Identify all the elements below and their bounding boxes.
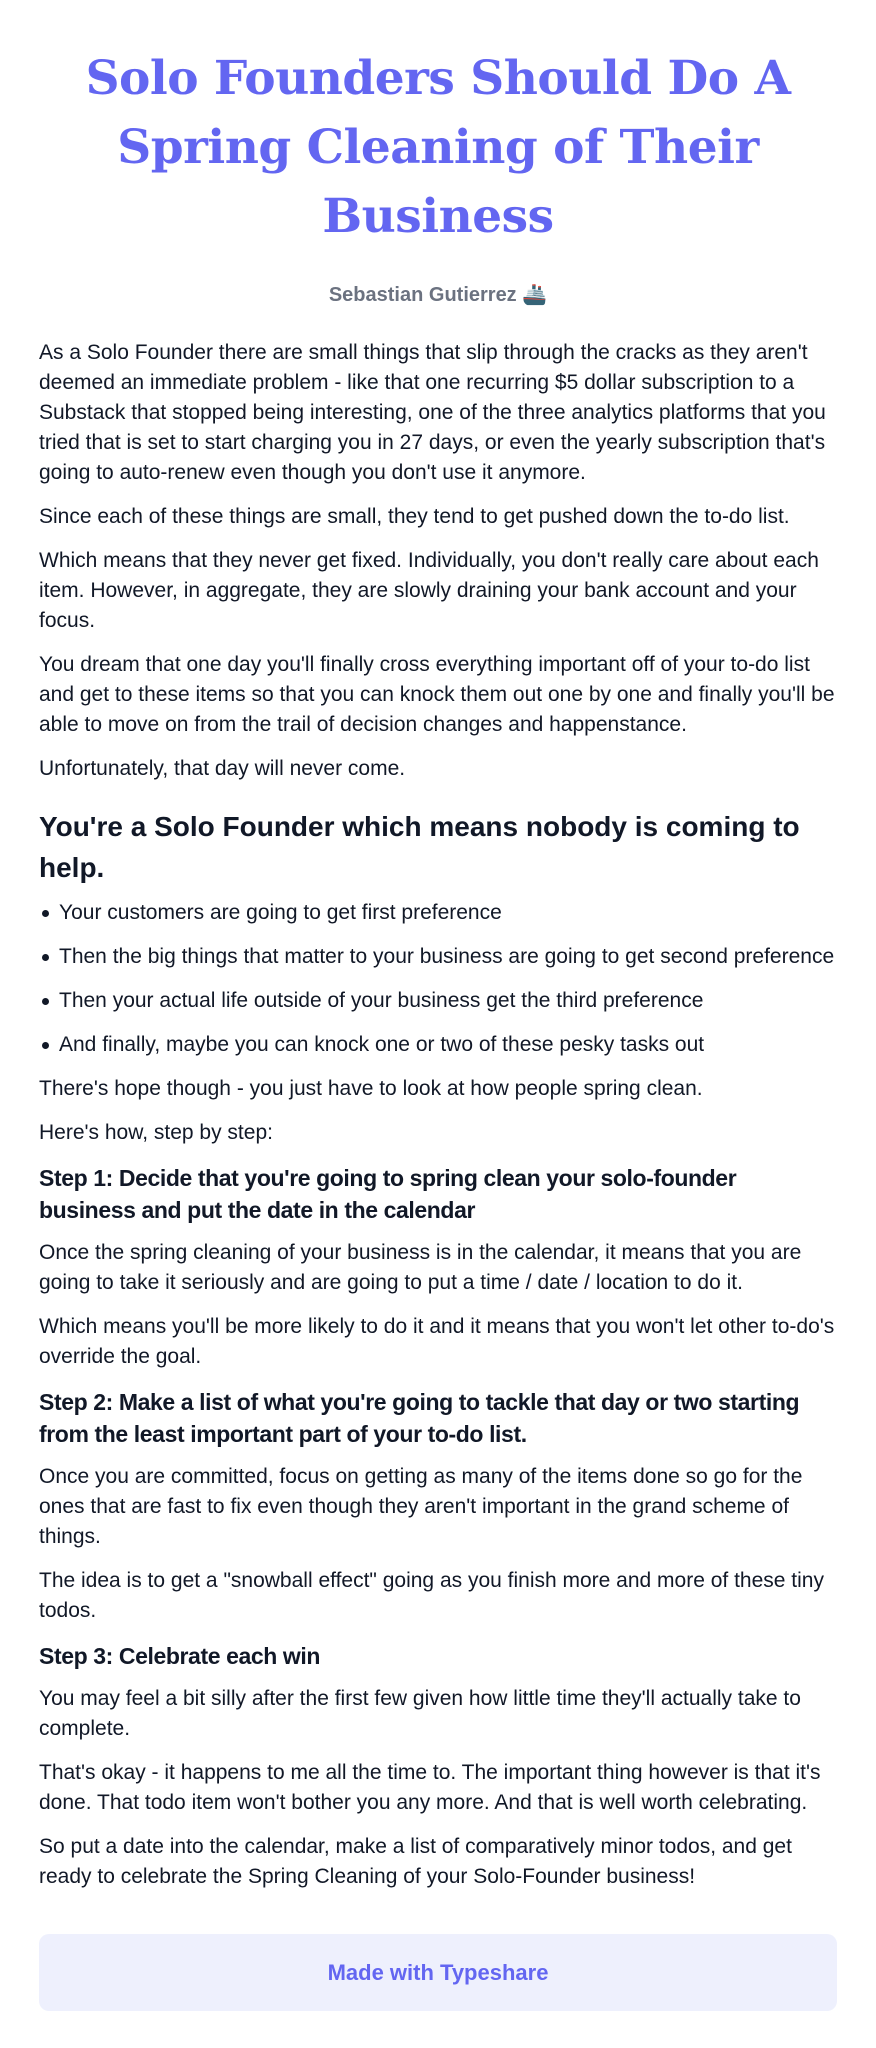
- section-heading: You're a Solo Founder which means nobody is coming to help.: [39, 811, 800, 883]
- list-item: [59, 898, 837, 928]
- intro-paragraph: You dream that one day you'll finally cross everything important off of your to-do list and get to these items so that you can knock them out one by one and finally you'll be able to move on from the trail of decision changes and happenstance.: [39, 653, 835, 736]
- list-item-text: Then your actual life outside of your business get the third preference: [59, 989, 704, 1012]
- author-name: Sebastian Gutierrez: [328, 284, 517, 306]
- intro-paragraph: As a Solo Founder there are small things that slip through the cracks as they aren't deemed an immediate problem - like that one recurring $5 dollar subscription to a Substack that stopped being interesting, one of the three analytics platforms that you tried that is set to start charging you in 27 days, or even the yearly subscription that's going to auto-renew even though you don't use it anymore.: [39, 341, 826, 484]
- step-3-heading: Step 3: Celebrate each win: [39, 1643, 321, 1669]
- priority-list: [39, 898, 837, 1060]
- author-byline: [39, 281, 837, 309]
- article-title: Solo Founders Should Do A Spring Cleaning of Their Business: [85, 51, 791, 244]
- step-3-paragraph: You may feel a bit silly after the first few given how little time they'll actually take to complete.: [39, 1687, 801, 1740]
- list-item: [59, 1030, 837, 1060]
- list-item-text: And finally, maybe you can knock one or two of these pesky tasks out: [59, 1033, 705, 1056]
- step-2-paragraph: The idea is to get a "snowball effect" going as you finish more and more of these tiny todos.: [39, 1569, 824, 1622]
- intro-paragraph: Which means that they never get fixed. Individually, you don't really care about each item. However, in aggregate, they are slowly draining your bank account and your focus.: [39, 549, 819, 632]
- bullet-icon: [42, 954, 49, 961]
- step-1-paragraph: Once the spring cleaning of your business is in the calendar, it means that you are going to take it seriously and are going to put a time / date / location to do it.: [39, 1241, 802, 1294]
- step-2-paragraph: Once you are committed, focus on getting as many of the items done so go for the ones that are fast to fix even though they aren't important in the grand scheme of things.: [39, 1465, 803, 1548]
- intro-paragraph: Unfortunately, that day will never come.: [39, 757, 406, 780]
- list-item: [59, 942, 837, 972]
- bullet-icon: [42, 910, 49, 917]
- ship-icon: 🚢: [522, 284, 548, 306]
- list-item: [59, 986, 837, 1016]
- bullet-icon: [42, 1042, 49, 1049]
- step-3-paragraph: That's okay - it happens to me all the time to. The important thing however is that it's done. That todo item won't bother you any more. And that is well worth celebrating.: [39, 1761, 821, 1814]
- step-1-paragraph: Which means you'll be more likely to do it and it means that you won't let other to-do's override the goal.: [39, 1315, 835, 1368]
- hope-paragraph: Here's how, step by step:: [39, 1121, 273, 1144]
- list-item-text: Then the big things that matter to your business are going to get second preference: [59, 945, 835, 968]
- made-with-typeshare-link[interactable]: Made with Typeshare: [39, 1934, 837, 2011]
- step-3-paragraph: So put a date into the calendar, make a list of comparatively minor todos, and get ready to celebrate the Spring Cleaning of your Solo-Founder business!: [39, 1835, 792, 1888]
- step-2-heading: Step 2: Make a list of what you're going to tackle that day or two starting from the least important part of your to-do list.: [39, 1389, 800, 1447]
- intro-paragraph: Since each of these things are small, they tend to get pushed down the to-do list.: [39, 505, 790, 528]
- hope-paragraph: There's hope though - you just have to look at how people spring clean.: [39, 1077, 703, 1100]
- step-1-heading: Step 1: Decide that you're going to spring clean your solo-founder business and put the date in the calendar: [39, 1165, 737, 1223]
- list-item-text: Your customers are going to get first preference: [59, 901, 502, 924]
- bullet-icon: [42, 998, 49, 1005]
